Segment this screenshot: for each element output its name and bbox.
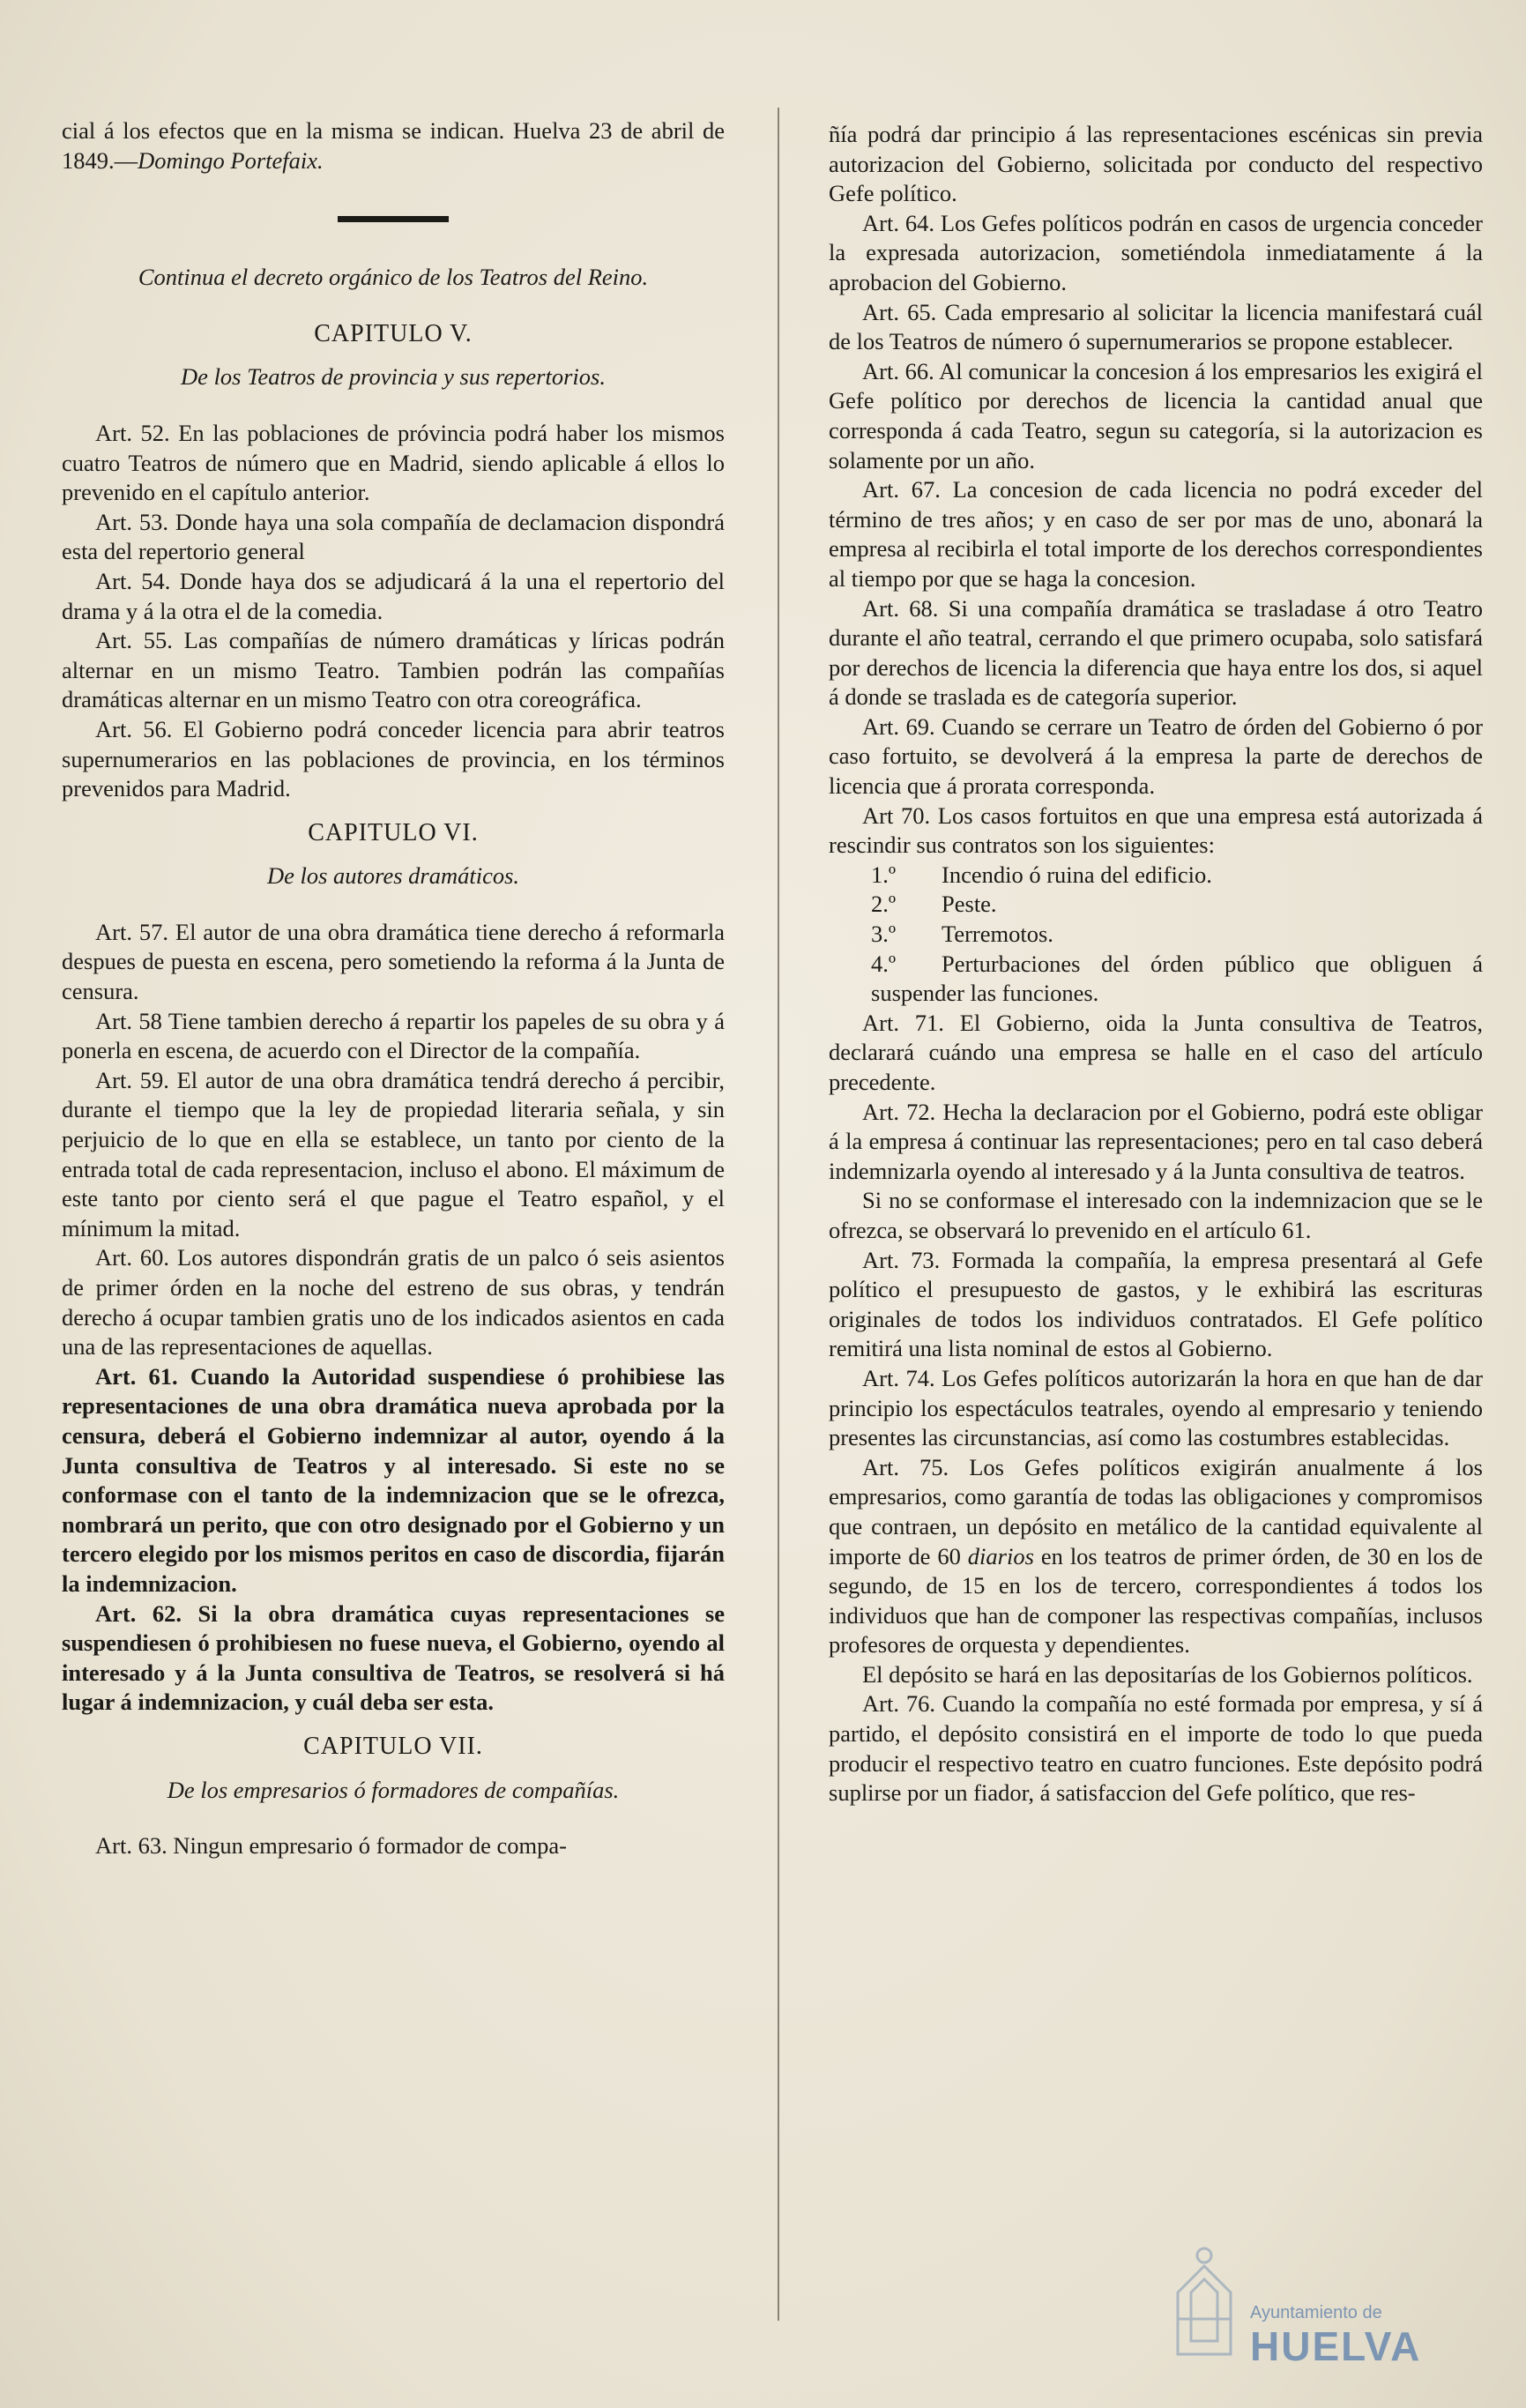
article-64: Art. 64. Los Gefes políticos podrán en casos de urgencia conceder la expresada autorizacion, sometiéndola inmediatamente á la aprobacion del Gobierno. <box>829 209 1483 295</box>
article-71: Art. 71. El Gobierno, oida la Junta consultiva de Teatros, declarará cuándo una empresa se halle en el caso del artículo precedente. <box>829 1009 1483 1095</box>
article-68: Art. 68. Si una compañía dramática se trasladase á otro Teatro durante el año teatral, cerrando el que primero ocupaba, solo satisfará por derechos de licencia la diferencia que haya entre los dos, si aquel á donde se traslada es de categoría superior. <box>829 594 1483 711</box>
article-74: Art. 74. Los Gefes políticos autorizarán la hora en que han de dar principio los espectáculos teatrales, oyendo al empresario y teniendo presentes las circunstancias, así como las costumbres establecidas. <box>829 1364 1483 1451</box>
article-72-continuation: Si no se conformase el interesado con la indemnizacion que se le ofrezca, se observará lo prevenido en el artículo 61. <box>829 1187 1483 1243</box>
signature: Domingo Portefaix. <box>138 146 324 174</box>
chapter-6-subheading: De los autores dramáticos. <box>266 862 520 890</box>
article-60: Art. 60. Los autores dispondrán gratis de un palco ó seis asientos de primer órden en la noche del estreno de sus obras, y tendrán derecho á ocupar tambien gratis uno de los indicados asientos en cada una de las representaciones de aquellas. <box>62 1244 725 1361</box>
italic-diarios: diarios <box>967 1542 1034 1569</box>
list-item: 1.º Incendio ó ruina del edificio. <box>871 861 1212 888</box>
article-65: Art. 65. Cada empresario al solicitar la licencia manifestará cuál de los Teatros de número ó supernumerarios se propone establecer. <box>829 298 1483 355</box>
chapter-7-subheading: De los empresarios ó formadores de compañías. <box>167 1776 620 1803</box>
article-62: Art. 62. Si la obra dramática cuyas representaciones se suspendiesen ó prohibiesen no fuese nueva, el Gobierno, oyendo al interesado y á la Junta consultiva de Teatros, se resolverá si há lugar á indemnizacion, y cuál deba ser esta. <box>62 1599 725 1716</box>
article-63-end: ñía podrá dar principio á las representaciones escénicas sin previa autorizacion del Gobierno, solicitada por conducto del respectivo Gefe político. <box>829 121 1483 207</box>
column-divider <box>778 108 779 2321</box>
chapter-5-subheading: De los Teatros de provincia y sus repertorios. <box>181 363 606 391</box>
article-69: Art. 69. Cuando se cerrare un Teatro de órden del Gobierno ó por caso fortuito, se devolverá á la empresa la parte de derechos de licencia que á prorata corresponda. <box>829 712 1483 800</box>
article-58: Art. 58 Tiene tambien derecho á repartir los papeles de su obra y á ponerla en escena, de acuerdo con el Director de la compañía. <box>62 1007 725 1064</box>
chapter-5-heading: CAPITULO V. <box>314 319 473 347</box>
watermark-main-text: HUELVA <box>1250 2323 1422 2369</box>
article-66: Art. 66. Al comunicar la concesion á los empresarios les exigirá el Gefe político por derechos de licencia la cantidad anual que corresponda á cada Teatro, segun su categoría, si la autorizacion es solamente por un año. <box>829 357 1483 473</box>
list-item: 4.º Perturbaciones del órden público que obliguen á suspender las funciones. <box>871 950 1483 1007</box>
article-75: Art. 75. Los Gefes políticos exigirán anualmente á los empresarios, como garantía de todas las obligaciones y compromisos que contraen, un depósito en metálico de la cantidad equivalente al importe de 60 diarios en los teatros de primer órden, de 30 en los de segundo, de 15 en los de tercero, correspondientes á todos los individuos que han de componer las respectivas compañías, inclusos profesores de orquesta y dependientes. <box>829 1453 1483 1659</box>
section-rule <box>338 216 449 222</box>
intro-paragraph <box>62 116 725 175</box>
right-column <box>829 120 1483 1808</box>
decree-title: Continua el decreto orgánico de los Teatros del Reino. <box>138 264 649 291</box>
chapter-7-heading: CAPITULO VII. <box>303 1732 483 1760</box>
list-item: 2.º Peste. <box>871 891 997 918</box>
chapter-6-heading: CAPITULO VI. <box>308 818 479 846</box>
article-75-continuation: El depósito se hará en las depositarías de los Gobiernos políticos. <box>862 1660 1473 1688</box>
list-item: 3.º Terremotos. <box>871 921 1053 948</box>
article-56: Art. 56. El Gobierno podrá conceder licencia para abrir teatros supernumerarios en las poblaciones de provincia, en los términos prevenidos para Madrid. <box>62 715 725 802</box>
article-61: Art. 61. Cuando la Autoridad suspendiese ó prohibiese las representaciones de una obra dramática nueva aprobada por la censura, deberá el Gobierno indemnizar al autor, oyendo á la Junta consultiva de Teatros y al interesado. Si este no se conformase con el tanto de la indemnizacion que se le ofrezca, nombrará un perito, que con otro designado por el Gobierno y un tercero elegido por los mismos peritos en caso de discordia, fijarán la indemnizacion. <box>62 1362 725 1597</box>
article-53: Art. 53. Donde haya una sola compañía de declamacion dispondrá esta del repertorio general <box>62 508 725 565</box>
article-67: Art. 67. La concesion de cada licencia no podrá exceder del término de tres años; y en caso de ser por mas de uno, abonará la empresa al recibirla el total importe de los derechos correspondientes al tiempo por que se haga la concesion. <box>829 476 1483 592</box>
watermark-top-text: Ayuntamiento de <box>1250 2303 1382 2322</box>
article-73: Art. 73. Formada la compañía, la empresa presentará al Gefe político el presupuesto de gastos, y le exhibirá las escrituras originales de todos los individuos contratados. El Gefe político remitirá una lista nominal de estos al Gobierno. <box>829 1246 1483 1362</box>
article-57: Art. 57. El autor de una obra dramática tiene derecho á reformarla despues de puesta en escena, pero sometiendo la reforma á la Junta de censura. <box>62 918 725 1005</box>
article-59: Art. 59. El autor de una obra dramática tendrá derecho á percibir, durante el tiempo que la ley de propiedad literaria señala, y sin perjuicio de lo que en ella se establece, un tanto por ciento de la entrada total de cada representacion, incluso el abono. El máximum de este tanto por ciento será el que pague el Teatro español, y el mínimum la mitad. <box>62 1066 725 1241</box>
intro-text: cial á los efectos que en la misma se indican. Huelva 23 de abril de 1849.— <box>62 117 725 174</box>
article-72: Art. 72. Hecha la declaracion por el Gobierno, podrá este obligar á la empresa á continuar las representaciones; pero en tal caso deberá indemnizarla oyendo al interesado y á la Junta consultiva de teatros. <box>829 1098 1483 1184</box>
article-70: Art 70. Los casos fortuitos en que una empresa está autorizada á rescindir sus contratos son los siguientes: <box>829 801 1483 859</box>
article-52: Art. 52. En las poblaciones de próvincia podrá haber los mismos cuatro Teatros de número que en Madrid, siendo aplicable á ellos lo prevenido en el capítulo anterior. <box>62 419 725 506</box>
article-55: Art. 55. Las compañías de número dramáticas y líricas podrán alternar en un mismo Teatro. Tambien podrán las compañías dramáticas alternar en un mismo Teatro con otra coreográfica. <box>62 627 725 713</box>
left-column <box>62 116 725 1861</box>
article-54: Art. 54. Donde haya dos se adjudicará á la una el repertorio del drama y á la otra el de la comedia. <box>62 567 725 624</box>
article-63-start: Art. 63. Ningun empresario ó formador de compa- <box>95 1832 567 1860</box>
article-76: Art. 76. Cuando la compañía no esté formada por empresa, y sí á partido, el depósito consistirá en el importe de todo lo que pueda producir el respectivo teatro en cuatro funciones. Este depósito podrá suplirse por un fiador, á satisfaccion del Gefe político, que res- <box>829 1690 1483 1807</box>
